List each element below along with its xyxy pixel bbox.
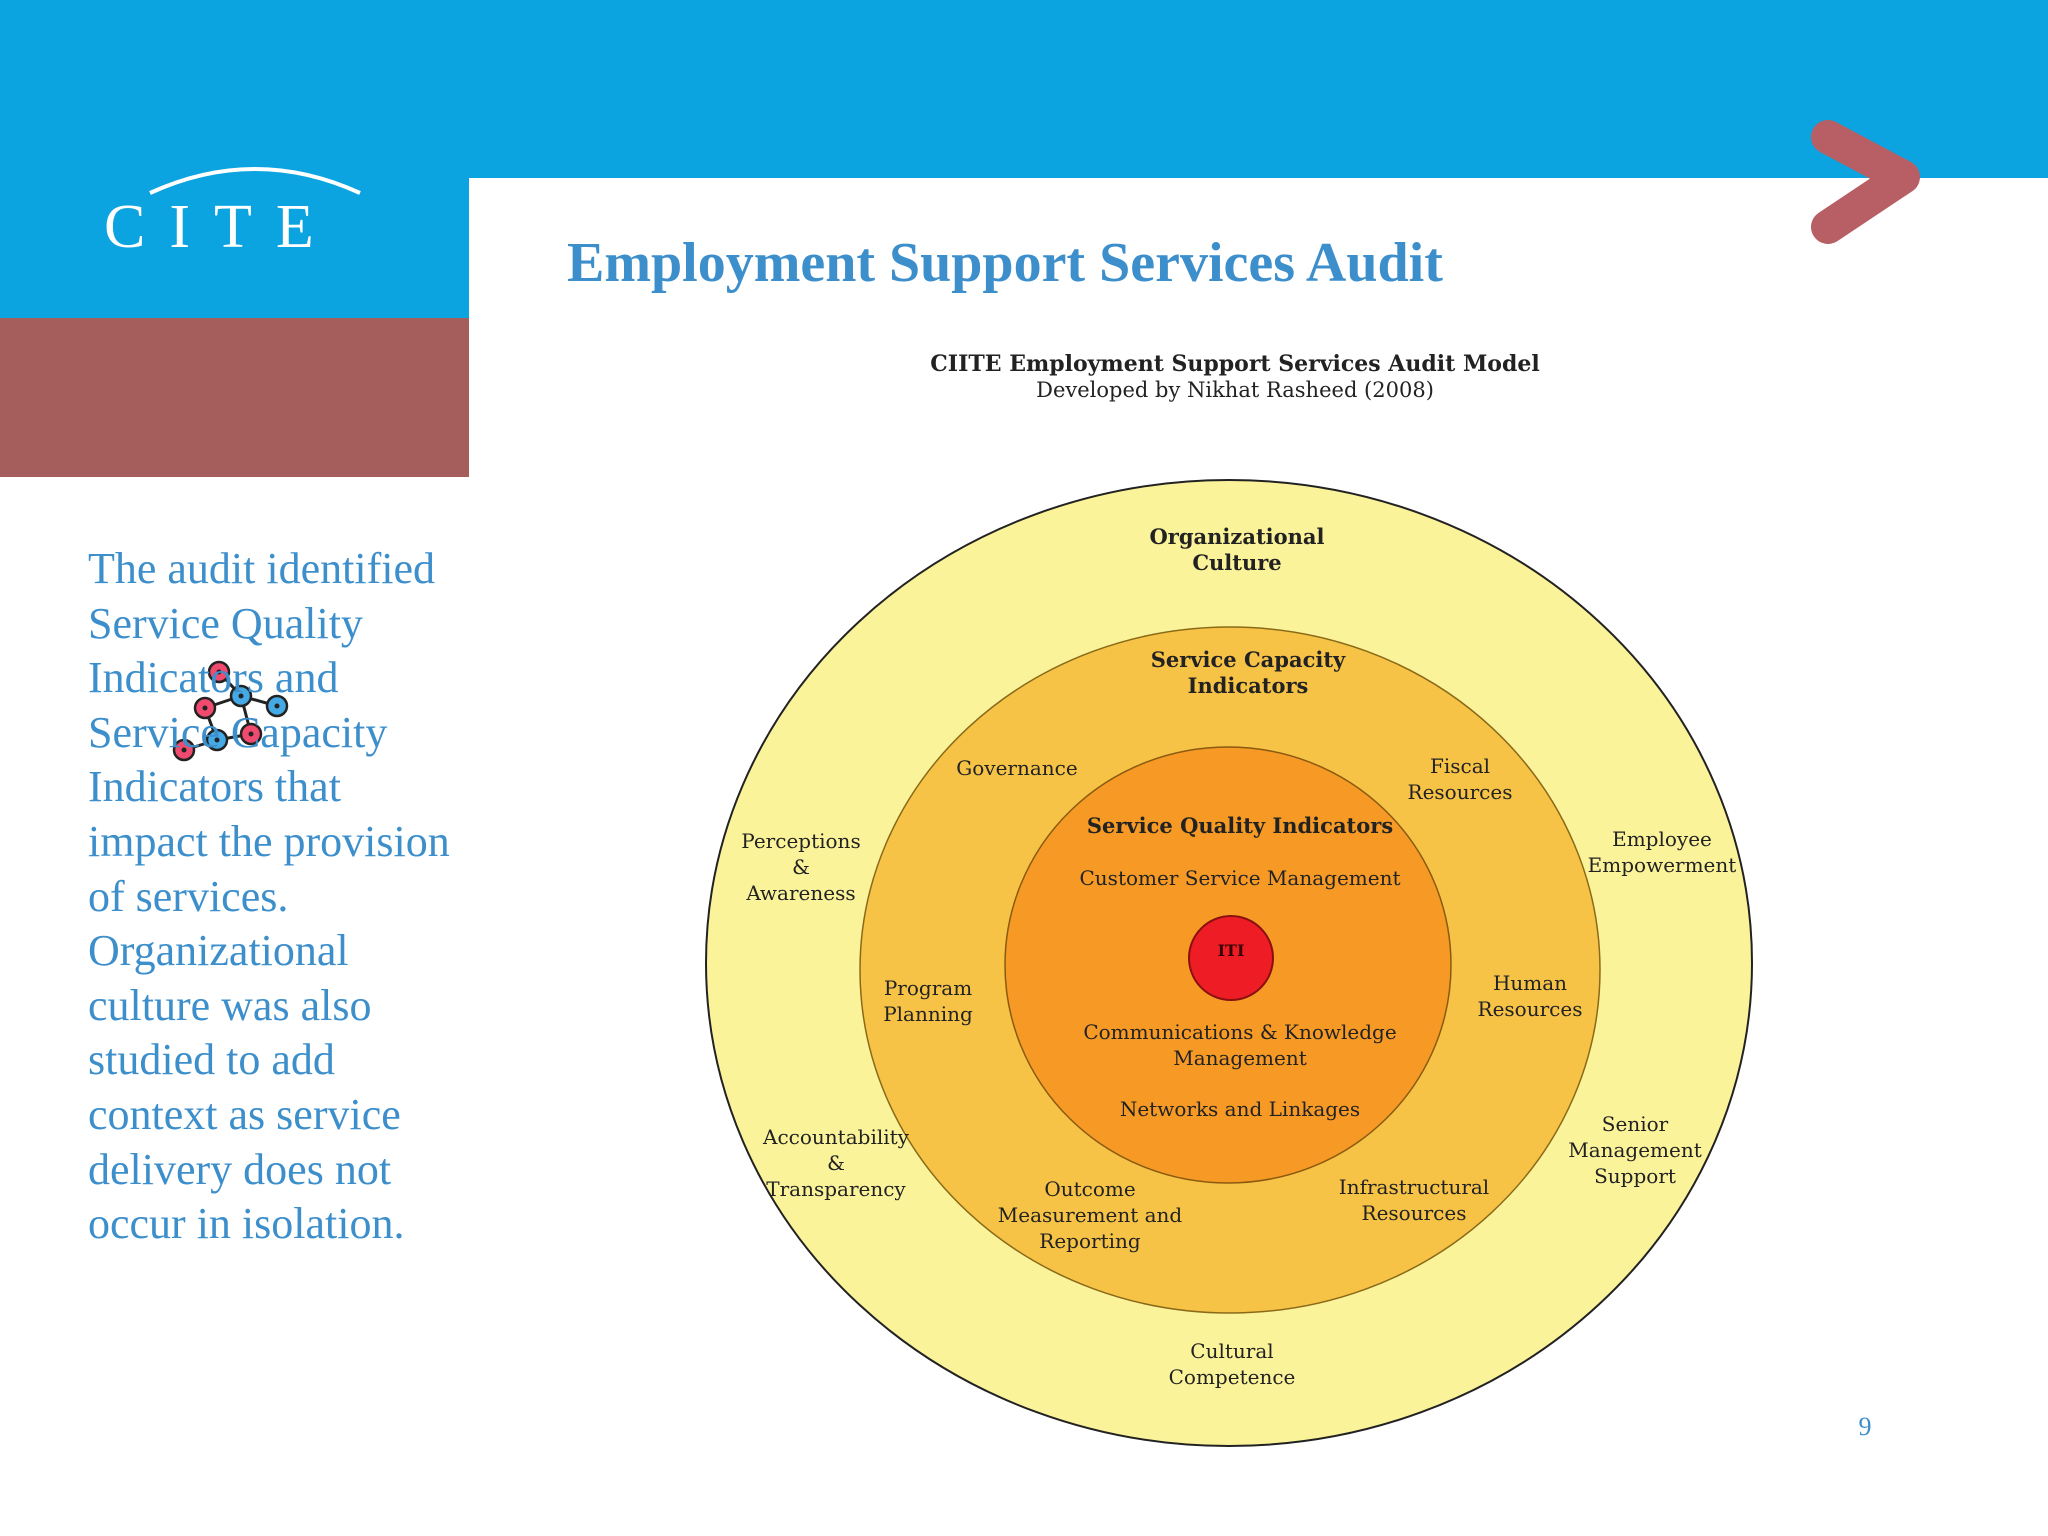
- molecule-panel: [0, 318, 469, 477]
- employee-empowerment-label: Employee Empowerment: [1587, 827, 1737, 877]
- core-label: ITI: [1217, 941, 1245, 960]
- communications-knowledge-label: Communications & Knowledge Management: [1083, 1020, 1397, 1070]
- logo-text: CITE: [104, 193, 338, 261]
- outcome-measurement-label: Outcome Measurement and Reporting: [997, 1177, 1183, 1253]
- accountability-transparency-label: Accountability & Transparency: [763, 1125, 909, 1201]
- perceptions-awareness-label: Perceptions & Awareness: [741, 829, 861, 905]
- logo-panel: [0, 0, 469, 318]
- service-quality-heading: Service Quality Indicators: [1086, 813, 1394, 838]
- logo-arc: [145, 155, 365, 195]
- organizational-culture-heading: Organizational Culture: [1149, 524, 1325, 575]
- fiscal-resources-label: Fiscal Resources: [1407, 754, 1513, 804]
- service-capacity-heading: Service Capacity Indicators: [1150, 647, 1346, 698]
- diagram-subtitle: Developed by Nikhat Rasheed (2008): [1036, 378, 1434, 402]
- slide-body-text: The audit identified Service Quality Indicators and Service Capacity Indicators that impact the provision of services. Organizational culture was also studied to add context as service delivery does not occur in isolation.: [88, 544, 450, 1249]
- governance-label: Governance: [956, 756, 1078, 780]
- networks-linkages-label: Networks and Linkages: [1119, 1097, 1361, 1121]
- program-planning-label: Program Planning: [883, 976, 973, 1026]
- human-resources-label: Human Resources: [1477, 971, 1583, 1021]
- rings-graphic: [690, 470, 1770, 1460]
- page-number: 9: [1858, 1412, 1872, 1441]
- customer-service-label: Customer Service Management: [1079, 866, 1401, 890]
- diagram-title: CIITE Employment Support Services Audit Model: [930, 351, 1540, 377]
- infrastructural-resources-label: Infrastructural Resources: [1338, 1175, 1490, 1225]
- slide-title: Employment Support Services Audit: [567, 232, 1443, 294]
- cultural-competence-label: Cultural Competence: [1168, 1339, 1296, 1389]
- audit-model-diagram: [690, 470, 1770, 1460]
- senior-management-support-label: Senior Management Support: [1568, 1112, 1702, 1188]
